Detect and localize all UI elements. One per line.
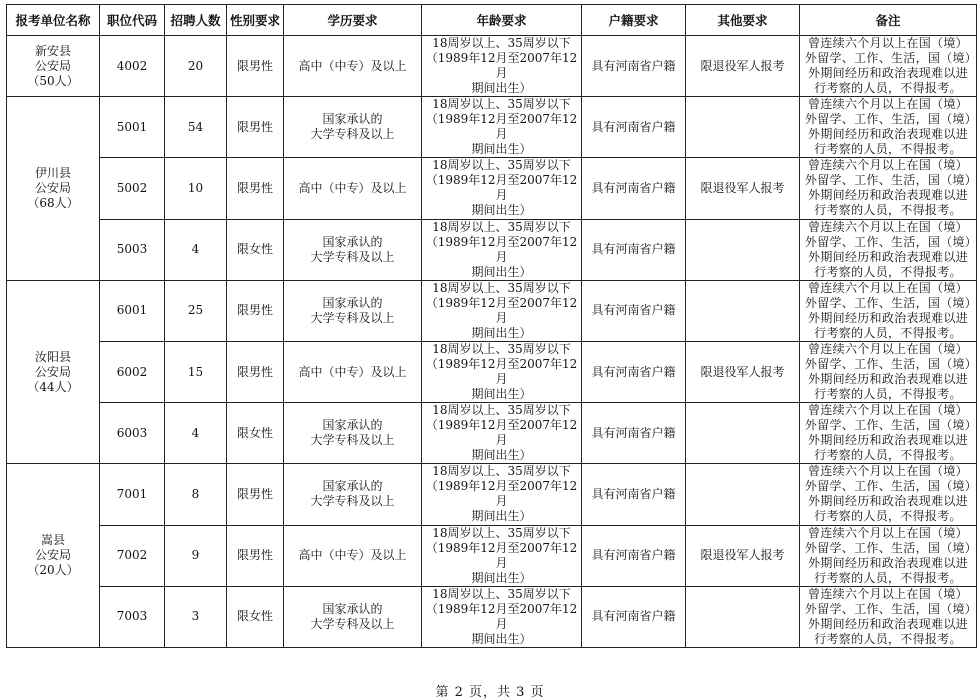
header-note: 备注	[800, 5, 977, 36]
header-count: 招聘人数	[165, 5, 227, 36]
gender-req: 限女性	[227, 219, 284, 280]
table-row	[7, 36, 977, 97]
table-row	[7, 586, 977, 647]
age-req: 18周岁以上、35周岁以下 （1989年12月至2007年12月 期间出生）	[422, 525, 582, 586]
header-row	[7, 5, 977, 36]
position-code: 5003	[100, 219, 165, 280]
gender-req: 限男性	[227, 97, 284, 158]
table-row	[7, 403, 977, 464]
other-req	[686, 464, 800, 525]
age-req: 18周岁以上、35周岁以下 （1989年12月至2007年12月 期间出生）	[422, 341, 582, 402]
age-req: 18周岁以上、35周岁以下 （1989年12月至2007年12月 期间出生）	[422, 36, 582, 97]
hukou-req: 具有河南省户籍	[582, 280, 686, 341]
age-req: 18周岁以上、35周岁以下 （1989年12月至2007年12月 期间出生）	[422, 158, 582, 219]
other-req: 限退役军人报考	[686, 36, 800, 97]
table-row	[7, 158, 977, 219]
note-cell: 曾连续六个月以上在国（境）外留学、工作、生活，国（境）外期间经历和政治表现难以进行考察的人员，不得报考。	[800, 403, 977, 464]
other-req: 限退役军人报考	[686, 525, 800, 586]
hukou-req: 具有河南省户籍	[582, 219, 686, 280]
hukou-req: 具有河南省户籍	[582, 525, 686, 586]
gender-req: 限男性	[227, 280, 284, 341]
hire-count: 9	[165, 525, 227, 586]
position-code: 7002	[100, 525, 165, 586]
unit-name: 汝阳县 公安局 （44人）	[7, 280, 100, 464]
note-cell: 曾连续六个月以上在国（境）外留学、工作、生活，国（境）外期间经历和政治表现难以进行考察的人员，不得报考。	[800, 158, 977, 219]
gender-req: 限男性	[227, 36, 284, 97]
position-code: 7001	[100, 464, 165, 525]
header-hukou: 户籍要求	[582, 5, 686, 36]
gender-req: 限男性	[227, 341, 284, 402]
position-code: 5002	[100, 158, 165, 219]
age-req: 18周岁以上、35周岁以下 （1989年12月至2007年12月 期间出生）	[422, 97, 582, 158]
header-gender: 性别要求	[227, 5, 284, 36]
hire-count: 10	[165, 158, 227, 219]
hukou-req: 具有河南省户籍	[582, 97, 686, 158]
table-row	[7, 280, 977, 341]
education-req: 国家承认的 大学专科及以上	[284, 280, 422, 341]
education-req: 国家承认的 大学专科及以上	[284, 403, 422, 464]
education-req: 高中（中专）及以上	[284, 525, 422, 586]
hire-count: 4	[165, 219, 227, 280]
gender-req: 限女性	[227, 403, 284, 464]
education-req: 高中（中专）及以上	[284, 341, 422, 402]
hukou-req: 具有河南省户籍	[582, 158, 686, 219]
table-row	[7, 464, 977, 525]
other-req: 限退役军人报考	[686, 158, 800, 219]
header-unit: 报考单位名称	[7, 5, 100, 36]
gender-req: 限男性	[227, 158, 284, 219]
hukou-req: 具有河南省户籍	[582, 403, 686, 464]
position-code: 4002	[100, 36, 165, 97]
age-req: 18周岁以上、35周岁以下 （1989年12月至2007年12月 期间出生）	[422, 280, 582, 341]
hukou-req: 具有河南省户籍	[582, 341, 686, 402]
note-cell: 曾连续六个月以上在国（境）外留学、工作、生活，国（境）外期间经历和政治表现难以进行考察的人员，不得报考。	[800, 341, 977, 402]
positions-table	[6, 4, 977, 648]
hire-count: 54	[165, 97, 227, 158]
hire-count: 25	[165, 280, 227, 341]
hire-count: 20	[165, 36, 227, 97]
position-code: 7003	[100, 586, 165, 647]
table-row	[7, 219, 977, 280]
education-req: 国家承认的 大学专科及以上	[284, 97, 422, 158]
note-cell: 曾连续六个月以上在国（境）外留学、工作、生活，国（境）外期间经历和政治表现难以进行考察的人员，不得报考。	[800, 586, 977, 647]
education-req: 国家承认的 大学专科及以上	[284, 586, 422, 647]
hire-count: 4	[165, 403, 227, 464]
position-code: 5001	[100, 97, 165, 158]
gender-req: 限女性	[227, 586, 284, 647]
other-req	[686, 403, 800, 464]
hukou-req: 具有河南省户籍	[582, 36, 686, 97]
gender-req: 限男性	[227, 525, 284, 586]
page-footer: 第 2 页，共 3 页	[435, 685, 545, 700]
other-req	[686, 97, 800, 158]
table-row	[7, 341, 977, 402]
education-req: 国家承认的 大学专科及以上	[284, 464, 422, 525]
other-req	[686, 219, 800, 280]
note-cell: 曾连续六个月以上在国（境）外留学、工作、生活，国（境）外期间经历和政治表现难以进行考察的人员，不得报考。	[800, 280, 977, 341]
unit-name: 嵩县 公安局 （20人）	[7, 464, 100, 648]
note-cell: 曾连续六个月以上在国（境）外留学、工作、生活，国（境）外期间经历和政治表现难以进行考察的人员，不得报考。	[800, 219, 977, 280]
note-cell: 曾连续六个月以上在国（境）外留学、工作、生活，国（境）外期间经历和政治表现难以进行考察的人员，不得报考。	[800, 525, 977, 586]
hire-count: 8	[165, 464, 227, 525]
hukou-req: 具有河南省户籍	[582, 586, 686, 647]
unit-name: 伊川县 公安局 （68人）	[7, 97, 100, 281]
note-cell: 曾连续六个月以上在国（境）外留学、工作、生活，国（境）外期间经历和政治表现难以进行考察的人员，不得报考。	[800, 464, 977, 525]
other-req: 限退役军人报考	[686, 341, 800, 402]
position-code: 6001	[100, 280, 165, 341]
education-req: 国家承认的 大学专科及以上	[284, 219, 422, 280]
age-req: 18周岁以上、35周岁以下 （1989年12月至2007年12月 期间出生）	[422, 219, 582, 280]
gender-req: 限男性	[227, 464, 284, 525]
hukou-req: 具有河南省户籍	[582, 464, 686, 525]
table-row	[7, 525, 977, 586]
age-req: 18周岁以上、35周岁以下 （1989年12月至2007年12月 期间出生）	[422, 586, 582, 647]
position-code: 6002	[100, 341, 165, 402]
note-cell: 曾连续六个月以上在国（境）外留学、工作、生活，国（境）外期间经历和政治表现难以进行考察的人员，不得报考。	[800, 97, 977, 158]
header-age: 年龄要求	[422, 5, 582, 36]
table-row	[7, 97, 977, 158]
other-req	[686, 280, 800, 341]
hire-count: 3	[165, 586, 227, 647]
note-cell: 曾连续六个月以上在国（境）外留学、工作、生活，国（境）外期间经历和政治表现难以进行考察的人员，不得报考。	[800, 36, 977, 97]
age-req: 18周岁以上、35周岁以下 （1989年12月至2007年12月 期间出生）	[422, 403, 582, 464]
education-req: 高中（中专）及以上	[284, 158, 422, 219]
header-education: 学历要求	[284, 5, 422, 36]
unit-name: 新安县 公安局 （50人）	[7, 36, 100, 97]
hire-count: 15	[165, 341, 227, 402]
other-req	[686, 586, 800, 647]
header-other: 其他要求	[686, 5, 800, 36]
age-req: 18周岁以上、35周岁以下 （1989年12月至2007年12月 期间出生）	[422, 464, 582, 525]
education-req: 高中（中专）及以上	[284, 36, 422, 97]
position-code: 6003	[100, 403, 165, 464]
header-code: 职位代码	[100, 5, 165, 36]
